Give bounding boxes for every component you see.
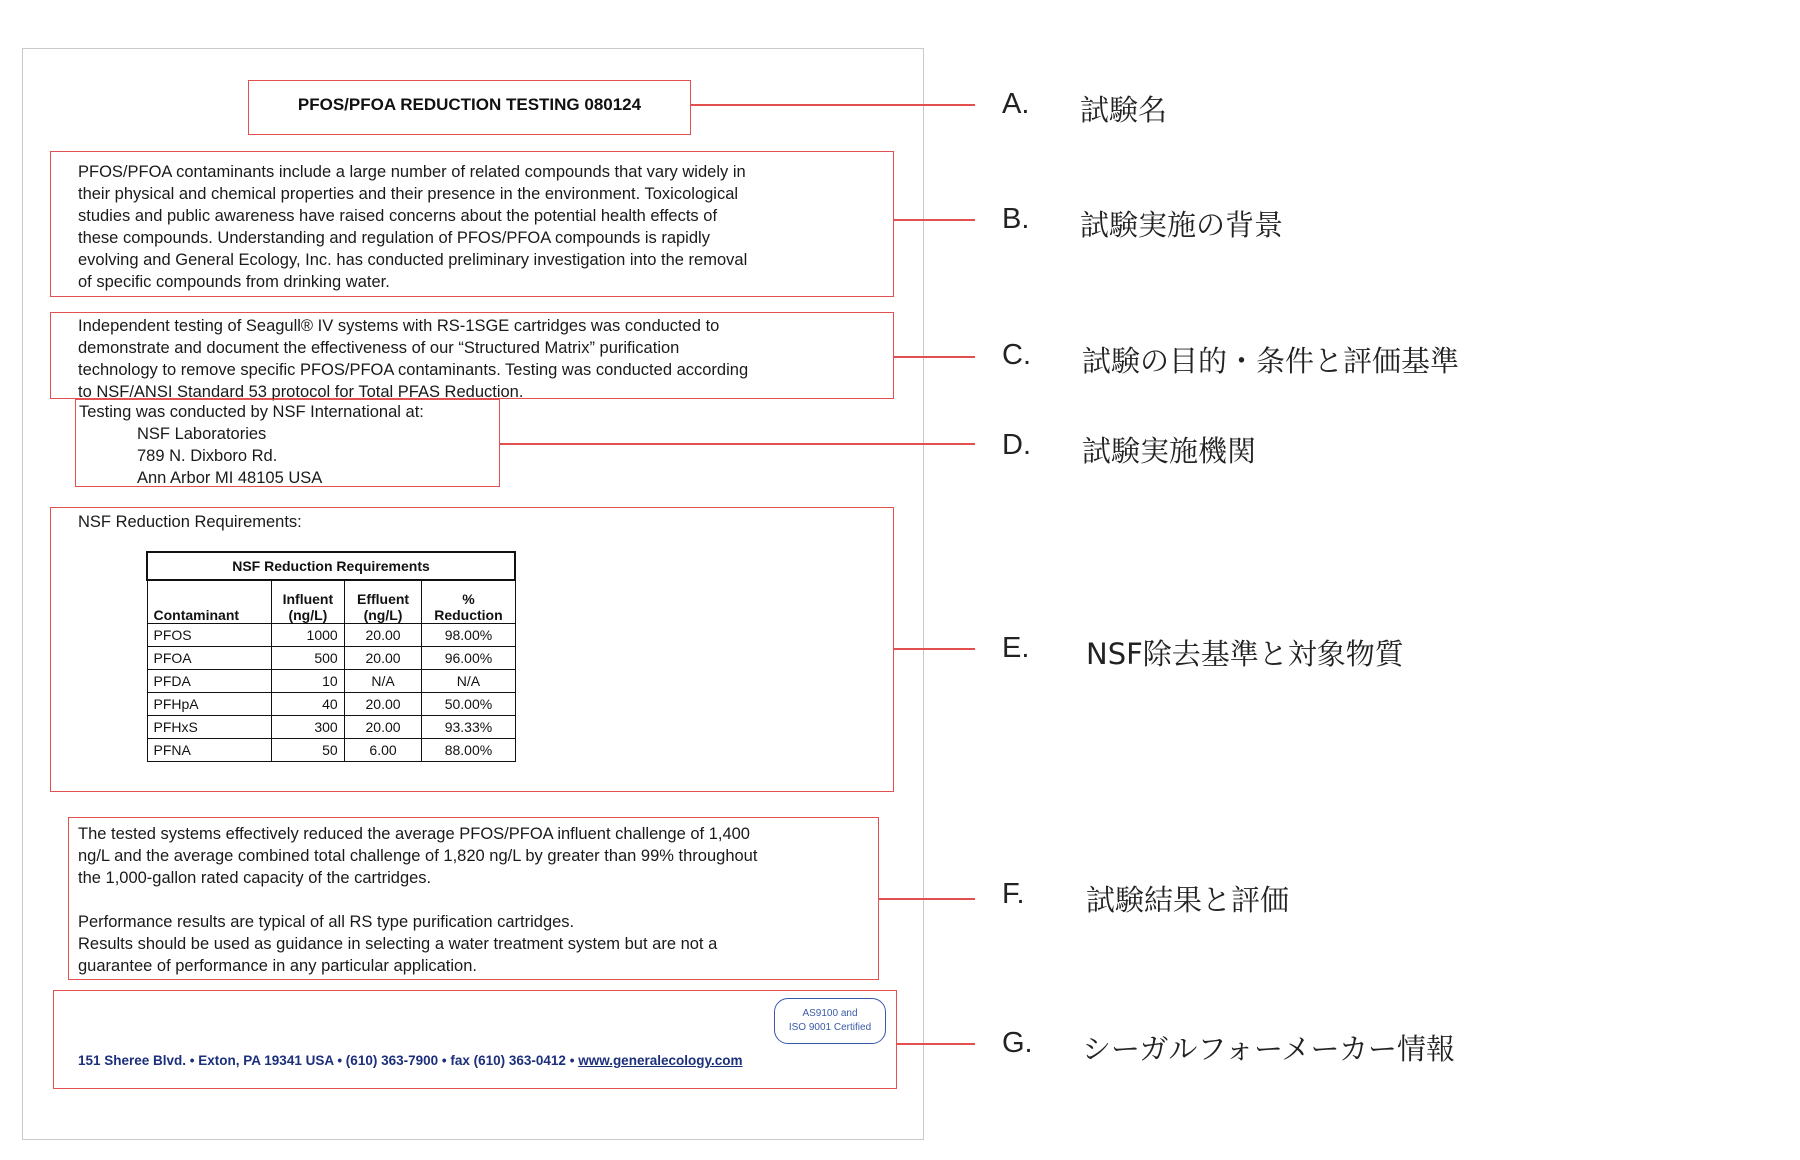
table-row: PFHpA 40 20.00 50.00% [147, 693, 515, 716]
disclaimer-line: guarantee of performance in any particular application. [78, 957, 477, 975]
table-header-row [147, 580, 515, 624]
disclaimer-line: Performance results are typical of all RS type purification cartridges. [78, 913, 575, 931]
annotation-line-c [893, 356, 975, 358]
results-line: the 1,000-gallon rated capacity of the cartridges. [78, 869, 432, 887]
results-box [68, 817, 879, 980]
annotation-label-e: NSF除去基準と対象物質 [1086, 637, 1404, 671]
annotation-letter-c: C. [1002, 339, 1031, 371]
purpose-line: technology to remove specific PFOS/PFOA contaminants. Testing was conducted according [78, 361, 749, 379]
annotation-label-b: 試験実施の背景 [1080, 208, 1284, 242]
footer-address: 151 Sheree Blvd. • Exton, PA 19341 USA • (610) 363-7900 • fax (610) 363-0412 • [78, 1053, 575, 1068]
annotation-line-d [499, 443, 975, 445]
purpose-paragraph [78, 315, 878, 403]
lab-intro: Testing was conducted by NSF International at: [79, 403, 424, 421]
purpose-line: to NSF/ANSI Standard 53 protocol for Total PFAS Reduction. [78, 383, 524, 401]
results-paragraph [78, 823, 873, 889]
background-line: their physical and chemical properties and their presence in the environment. Toxicological [78, 185, 739, 203]
annotation-letter-f: F. [1002, 878, 1025, 910]
footer-box [53, 990, 897, 1089]
annotation-letter-a: A. [1002, 88, 1030, 120]
table-row: PFNA 50 6.00 88.00% [147, 739, 515, 762]
header-influent: Influent (ng/L) [272, 580, 345, 624]
lab-street: 789 N. Dixboro Rd. [137, 447, 278, 465]
lab-city: Ann Arbor MI 48105 USA [137, 469, 323, 487]
background-line: these compounds. Understanding and regulation of PFOS/PFOA compounds is rapidly [78, 229, 710, 247]
annotation-label-c: 試験の目的・条件と評価基準 [1082, 344, 1460, 378]
header-reduction: % Reduction [422, 580, 515, 624]
lab-block [79, 401, 494, 489]
header-effluent: Effluent (ng/L) [344, 580, 422, 624]
title-box [248, 80, 691, 135]
footer-contact [78, 1053, 742, 1068]
background-line: evolving and General Ecology, Inc. has conducted preliminary investigation into the removal [78, 251, 748, 269]
lab-box [75, 399, 500, 487]
annotation-letter-b: B. [1002, 203, 1030, 235]
requirements-box [50, 507, 894, 792]
results-line: The tested systems effectively reduced the average PFOS/PFOA influent challenge of 1,400 [78, 825, 750, 843]
annotation-line-e [893, 648, 975, 650]
annotation-label-d: 試験実施機関 [1082, 434, 1257, 468]
annotation-line-f [878, 898, 975, 900]
annotation-label-f: 試験結果と評価 [1086, 883, 1290, 917]
header-contaminant: Contaminant [147, 580, 272, 624]
document-title: PFOS/PFOA REDUCTION TESTING 080124 [297, 95, 642, 114]
website-link[interactable]: www.generalecology.com [578, 1053, 743, 1068]
table-row: PFOA 500 20.00 96.00% [147, 647, 515, 670]
annotation-line-b [893, 219, 975, 221]
background-paragraph [78, 161, 878, 293]
annotation-label-g: シーガルフォーメーカー情報 [1082, 1032, 1455, 1066]
background-box [50, 151, 894, 297]
annotation-line-g [896, 1043, 975, 1045]
table-caption: NSF Reduction Requirements [147, 552, 515, 580]
document-page [22, 48, 924, 1140]
certification-badge: AS9100 and ISO 9001 Certified [774, 998, 886, 1044]
annotation-line-a [690, 104, 975, 106]
background-line: studies and public awareness have raised concerns about the potential health effects of [78, 207, 718, 225]
table-row: PFHxS 300 20.00 93.33% [147, 716, 515, 739]
nsf-requirements-table [146, 551, 516, 762]
results-line: ng/L and the average combined total challenge of 1,820 ng/L by greater than 99% throughout [78, 847, 758, 865]
disclaimer-line: Results should be used as guidance in selecting a water treatment system but are not a [78, 935, 718, 953]
disclaimer-paragraph [78, 911, 873, 977]
table-row: PFOS 1000 20.00 98.00% [147, 624, 515, 647]
requirements-heading: NSF Reduction Requirements: [78, 513, 302, 531]
annotation-letter-e: E. [1002, 632, 1030, 664]
annotation-label-a: 試験名 [1080, 93, 1168, 127]
lab-name: NSF Laboratories [137, 425, 267, 443]
annotation-letter-g: G. [1002, 1027, 1033, 1059]
annotation-letter-d: D. [1002, 429, 1031, 461]
table-row: PFDA 10 N/A N/A [147, 670, 515, 693]
background-line: PFOS/PFOA contaminants include a large number of related compounds that vary widely in [78, 163, 746, 181]
background-line: of specific compounds from drinking water. [78, 273, 390, 291]
purpose-line: Independent testing of Seagull® IV systems with RS-1SGE cartridges was conducted to [78, 317, 720, 335]
purpose-line: demonstrate and document the effectiveness of our “Structured Matrix” purification [78, 339, 680, 357]
purpose-box [50, 312, 894, 399]
